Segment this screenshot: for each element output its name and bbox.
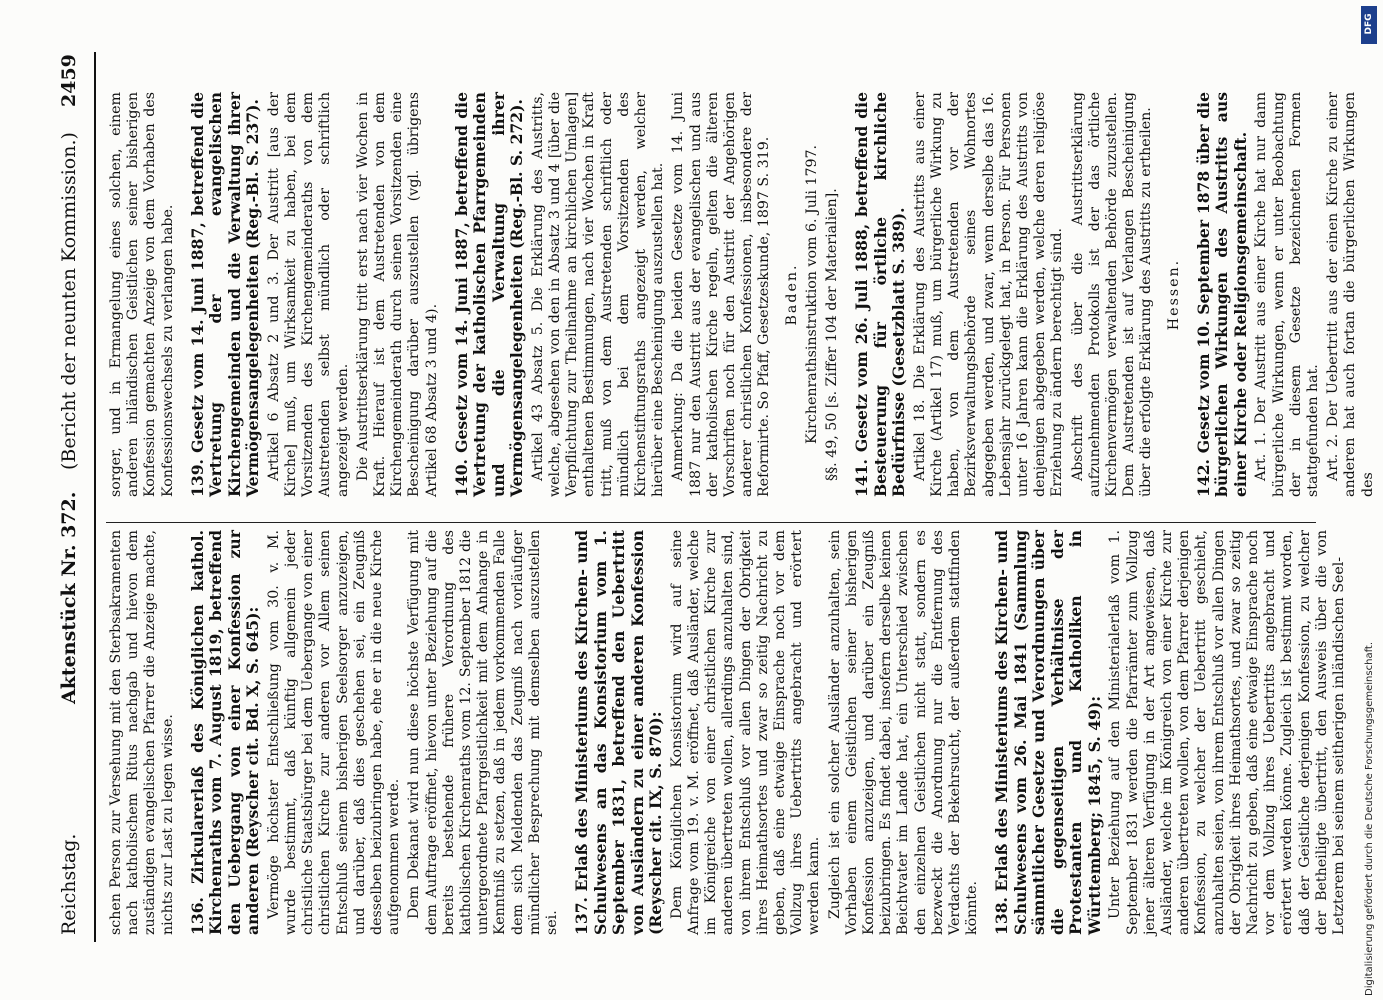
state-heading-hessen: Hessen. (1165, 258, 1182, 331)
digitization-credit (1361, 6, 1379, 996)
section-heading-142: 142. Gesetz vom 10. September 1878 über die bürgerlichen Wirkungen des Austritts aus einer Kirche oder Religionsgemeinschaft. (1193, 92, 1250, 497)
paragraph: Art. 2. Der Uebertritt aus der einen Kirche zu einer anderen hat auch fortan die bürgerlichen Wirkungen des (1325, 92, 1376, 497)
left-column (108, 530, 1351, 935)
header-report-title: (Bericht der neunten Kommission.) (58, 132, 80, 470)
state-heading-baden: Baden. (783, 263, 800, 326)
header-document-number: Aktenstück Nr. 372. (58, 491, 80, 704)
section-heading-139: 139. Gesetz vom 14. Juni 1887, betreffend die Vertretung der evangelischen Kirchengemeinden und die Verwaltung ihrer Vermögensangelegenheiten (Reg.-Bl. S. 237). (187, 92, 263, 497)
paragraph: Artikel 6 Absatz 2 und 3. Der Austritt [aus der Kirche] muß, um Wirksamkeit zu haben, bei dem Vorsitzenden des Kirchengemeinderaths von dem Austretenden selbst mündlich oder schriftlich angezeigt werden. (265, 92, 351, 497)
paragraph: Zugleich ist ein solcher Ausländer anzuhalten, sein Vorhaben einem Geistlichen seiner bisherigen Konfession anzuzeigen, und darüber ein Zeugniß beizubringen. Es findet dabei, insofern derselbe keinen Beichtvater im Lande hat, ein Unterschied zwischen den einzelnen Geistlichen nicht statt, sondern es bezweckt die Anordnung nur die Entfernung des Verdachts der Bekehrsucht, der außerdem stattfinden könnte. (826, 530, 981, 935)
paragraph: Dem Königlichen Konsistorium wird auf seine Anfrage vom 19. v. M. eröffnet, daß Ausländer, welche im Königreiche von einer christlichen Kirche zur anderen übertreten wollen, allerdings anzuhalten sind, von ihrem Entschluß vor allen Dingen der Obrigkeit ihres Heimathsortes und zwar so zeitig Nachricht zu geben, daß eine etwaige Einsprache noch vor dem Vollzug ihres Uebertritts angebracht und erörtert werden kann. (668, 530, 823, 935)
paragraph: Artikel 43 Absatz 5. Die Erklärung des Austritts, welche, abgesehen von den in Absatz 3 und 4 [über die Verpflichtung zur Theilnahme an kirchlichen Umlagen] enthaltenen Bestimmungen, nach vier Wochen in Kraft tritt, muß von dem Austretenden schriftlich oder mündlich bei dem Vorsitzenden des Kirchenstiftungsraths angezeigt werden, welcher hierüber eine Bescheinigung auszustellen hat. (529, 92, 667, 497)
section-heading-138: 138. Erlaß des Ministeriums des Kirchen- und Schulwesens vom 26. Mai 1841 (Sammlung sämmtlicher Gesetze und Verordnungen über die gegenseitigen Verhältnisse der Protestanten und Katholiken in Württemberg; 1845, S. 49): (992, 530, 1104, 935)
page-number: 2459 (58, 54, 80, 107)
paragraph: Vermöge höchster Entschließung vom 30. v. M. wurde bestimmt, daß künftig allgemein jeder christliche Staatsbürger bei dem Uebergange von einer christlichen Kirche zur anderen vor Allem seinen Entschluß seinem bisherigen Seelsorger anzuzeigen, und darüber, daß dies geschehen sei, ein Zeugniß desselben beizubringen habe, ehe er in die neue Kirche aufgenommen werde. (265, 530, 403, 935)
paragraph: Art. 1. Der Austritt aus einer Kirche hat nur dann bürgerliche Wirkungen, wenn er unter Beobachtung der in diesem Gesetze bezeichneten Formen stattgefunden hat. (1253, 92, 1321, 497)
paragraph: schen Person zur Versehung mit den Sterbsakramenten nach katholischem Ritus nachgab und hievon dem zuständigen evangelischen Pfarrer die Anzeige machte, nichts zur Last zu legen wisse. (108, 530, 176, 935)
header-left: Reichstag. (58, 833, 80, 935)
header-rule (94, 52, 96, 942)
paragraph: sorger, und in Ermangelung eines solchen, einem anderen inländischen Geistlichen seiner bisherigen Konfession gemachten Anzeige von dem Vorhaben des Konfessionswechsels zu verlangen habe. (108, 92, 176, 497)
paragraph: Anmerkung: Da die beiden Gesetze vom 14. Juni 1887 nur den Austritt aus der evangelischen und aus der katholischen Kirche regeln, gelten die älteren Vorschriften noch für den Austritt der Angehörigen anderer christlichen Konfessionen, insbesondere der Reformirte. So Pfaff, Gesetzeskunde, 1897 S. 319. (670, 92, 773, 497)
paragraph: §§. 49, 50 [s. Ziffer 104 der Materialien]. (824, 188, 841, 481)
paragraph: Artikel 18. Die Erklärung des Austritts aus einer Kirche (Artikel 17) muß, um bürgerliche Wirkung zu haben, von dem Austretenden vor der Bezirksverwaltungsbehörde seines Wohnortes abgegeben werden, und zwar, wenn derselbe das 16. Lebensjahr zurückgelegt hat, in Person. Für Personen unter 16 Jahren kann die Erklärung des Austritts von denjenigen abgegeben werden, welche deren religiöse Erziehung zu ändern berechtigt sind. (911, 92, 1066, 497)
paragraph: Unter Beziehung auf den Ministerialerlaß vom 1. September 1831 werden die Pfarrämter zum Vollzug jener älteren Verfügung in der Art angewiesen, daß Ausländer, welche im Königreich von einer Kirche zur anderen übertreten wollen, von dem Pfarrer derjenigen Konfession, zu welcher der Uebertritt geschieht, anzuhalten seien, von ihrem Entschluß vor allen Dingen der Obrigkeit ihres Heimathsortes, und zwar so zeitig Nachricht zu geben, daß eine etwaige Einsprache noch vor dem Vollzug ihres Uebertritts angebracht und erörtert werden könne. Zugleich ist bestimmt worden, daß der Geistliche derjenigen Konfession, zu welcher der Betheiligte übertritt, den Ausweis über die von Letzterem bei seinem seitherigen inländischen Seel- (1107, 530, 1348, 935)
section-heading-141: 141. Gesetz vom 26. Juli 1888, betreffend die Besteuerung für örtliche kirchliche Bedürfnisse (Gesetzblatt S. 389). (852, 92, 909, 497)
credit-text: Digitalisierung gefördert durch die Deutsche Forschungsgemeinschaft. (1364, 641, 1375, 996)
column-separator (106, 522, 1316, 523)
section-heading-136: 136. Zirkularerlaß des Königlichen kathol. Kirchenraths vom 7. August 1819, betreffend den Uebergang von einer Konfession zur anderen (Reyscher cit. Bd. X, S. 645): (187, 530, 263, 935)
paragraph: Die Austrittserklärung tritt erst nach vier Wochen in Kraft. Hierauf ist dem Austretenden von dem Kirchengemeinderath durch seinen Vorsitzenden eine Bescheinigung darüber auszustellen (vgl. übrigens Artikel 68 Absatz 3 und 4). (354, 92, 440, 497)
section-heading-137: 137. Erlaß des Ministeriums des Kirchen- und Schulwesens an das Konsistorium vom 1. September 1831, betreffend den Uebertritt von Ausländern zu einer anderen Konfession (Reyscher cit. IX, S. 870): (572, 530, 666, 935)
dfg-logo: DFG (1361, 6, 1377, 44)
paragraph: Abschrift des über die Austrittserklärung aufzunehmenden Protokolls ist der das örtliche Kirchenvermögen verwaltenden Behörde zuzustellen. Dem Austretenden ist auf Verlangen Bescheinigung über die erfolgte Erklärung des Austritts zu ertheilen. (1069, 92, 1155, 497)
paragraph: Dem Dekanat wird nun diese höchste Verfügung mit dem Auftrage eröffnet, hievon unter Beziehung auf die bereits bestehende frühere Verordnung des katholischen Kirchenraths vom 12. September 1812 die untergeordnete Pfarrgeistlichkeit mit dem Anhange in Kenntniß zu setzen, daß in jedem vorkommenden Falle dem sich Meldenden das Zeugniß nach vorläufiger mündlicher Besprechung mit demselben auszustellen sei. (406, 530, 561, 935)
subheading: Kirchenrathsinstruktion vom 6. Juli 1797. (803, 144, 820, 445)
right-column (108, 92, 1380, 497)
section-heading-140: 140. Gesetz vom 14. Juni 1887, betreffend die Vertretung der katholischen Pfarrgemeinden und die Verwaltung ihrer Vermögensangelegenheiten (Reg.-Bl. S. 272). (451, 92, 527, 497)
